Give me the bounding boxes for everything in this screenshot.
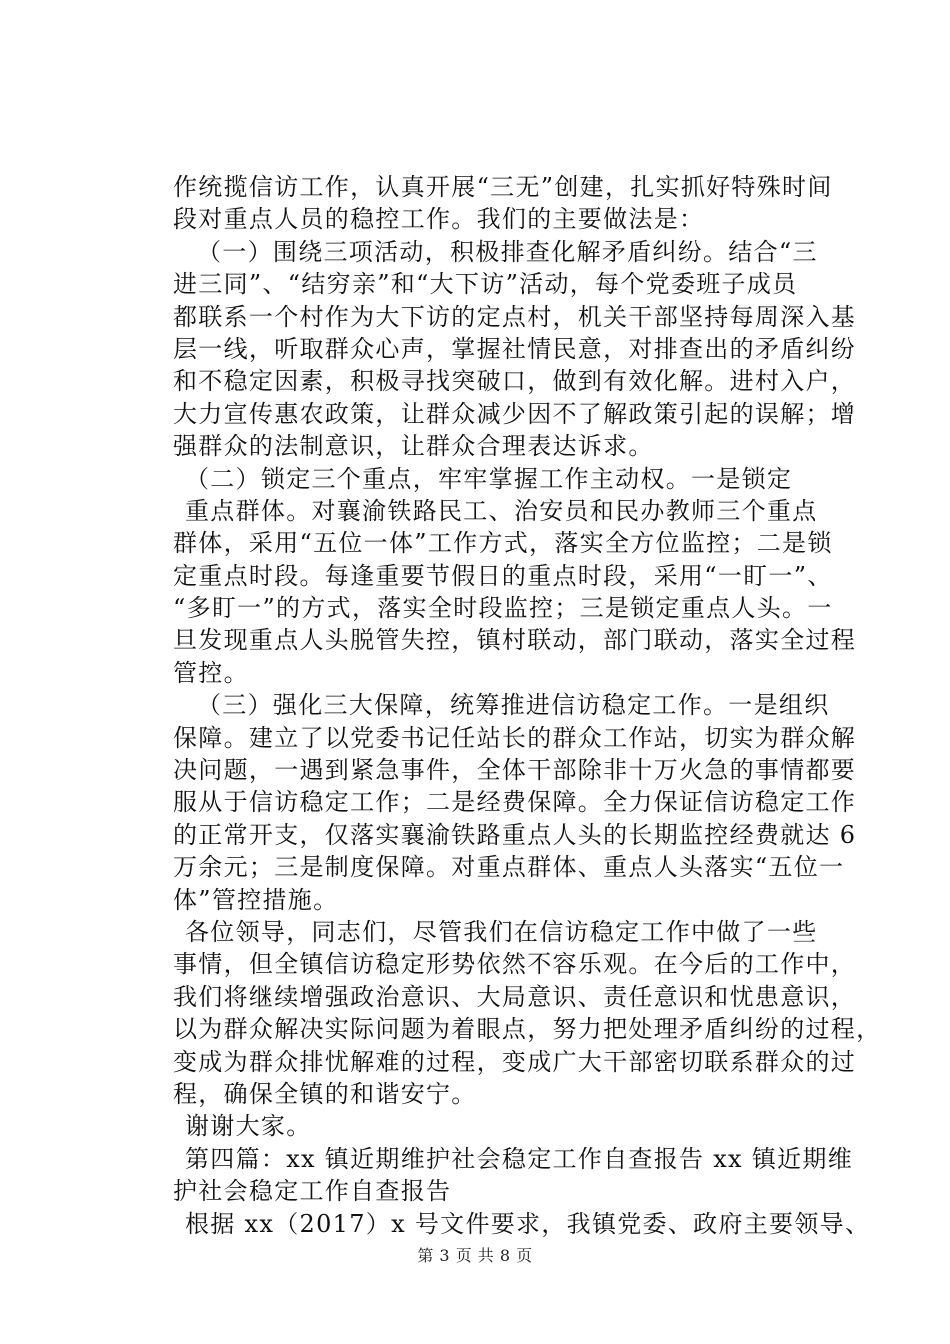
text-line: （三）强化三大保障，统筹推进信访稳定工作。一是组织	[197, 691, 830, 720]
text-line: 我们将继续增强政治意识、大局意识、责任意识和忧患意识，	[173, 982, 857, 1011]
text-line: 各位领导，同志们，尽管我们在信访稳定工作中做了一些	[185, 917, 818, 946]
text-line: 变成为群众排忧解难的过程，变成广大干部密切联系群众的过	[173, 1047, 857, 1076]
page-footer: 第 3 页 共 8 页	[417, 1246, 533, 1265]
text-line: 根据 xx（2017）x 号文件要求，我镇党委、政府主要领导、	[185, 1209, 871, 1238]
text-line: 群体，采用“五位一体”工作方式，落实全方位监控；二是锁	[173, 529, 833, 558]
text-line: 以为群众解决实际问题为着眼点，努力把处理矛盾纠纷的过程，	[173, 1015, 882, 1044]
text-line: 层一线，听取群众心声，掌握社情民意，对排查出的矛盾纠纷	[173, 334, 857, 363]
text-line: 事情，但全镇信访稳定形势依然不容乐观。在今后的工作中，	[173, 950, 857, 979]
text-line: 大力宣传惠农政策，让群众减少因不了解政策引起的误解；增	[173, 399, 857, 428]
text-line: （一）围绕三项活动，积极排查化解矛盾纠纷。结合“三	[197, 237, 818, 266]
text-line: 段对重点人员的稳控工作。我们的主要做法是：	[173, 205, 705, 234]
text-line: 定重点时段。每逢重要节假日的重点时段，采用“一盯一”、	[173, 561, 833, 590]
text-line: 体”管控措施。	[173, 885, 339, 914]
text-line: 强群众的法制意识，让群众合理表达诉求。	[173, 432, 654, 461]
text-line: 决问题，一遇到紧急事件，全体干部除非十万火急的事情都要	[173, 756, 857, 785]
text-line: 万余元；三是制度保障。对重点群体、重点人头落实“五位一	[173, 853, 845, 882]
text-line: 第四篇：xx 镇近期维护社会稳定工作自查报告 xx 镇近期维	[185, 1144, 854, 1173]
text-line: 谢谢大家。	[185, 1112, 312, 1141]
text-line: 的正常开支，仅落实襄渝铁路重点人头的长期监控经费就达 6	[173, 820, 857, 849]
text-line: 都联系一个村作为大下访的定点村，机关干部坚持每周深入基	[173, 302, 857, 331]
text-line: 程，确保全镇的和谐安宁。	[173, 1079, 477, 1108]
text-line: “多盯一”的方式，落实全时段监控；三是锁定重点人头。一	[173, 594, 833, 623]
text-line: 管控。	[173, 658, 249, 687]
text-line: （二）锁定三个重点，牢牢掌握工作主动权。一是锁定	[185, 464, 793, 493]
text-line: 重点群体。对襄渝铁路民工、治安员和民办教师三个重点	[185, 496, 818, 525]
text-line: 服从于信访稳定工作；二是经费保障。全力保证信访稳定工作	[173, 788, 857, 817]
document-body	[173, 171, 882, 1240]
text-line: 护社会稳定工作自查报告	[173, 1177, 452, 1206]
text-line: 和不稳定因素，积极寻找突破口，做到有效化解。进村入户，	[173, 367, 857, 396]
text-line: 进三同”、“结穷亲”和“大下访”活动，每个党委班子成员	[173, 270, 798, 299]
text-line: 旦发现重点人头脱管失控，镇村联动，部门联动，落实全过程	[173, 626, 857, 655]
text-line: 保障。建立了以党委书记任站长的群众工作站，切实为群众解	[173, 723, 857, 752]
text-line: 作统揽信访工作，认真开展“三无”创建，扎实抓好特殊时间	[173, 173, 833, 201]
